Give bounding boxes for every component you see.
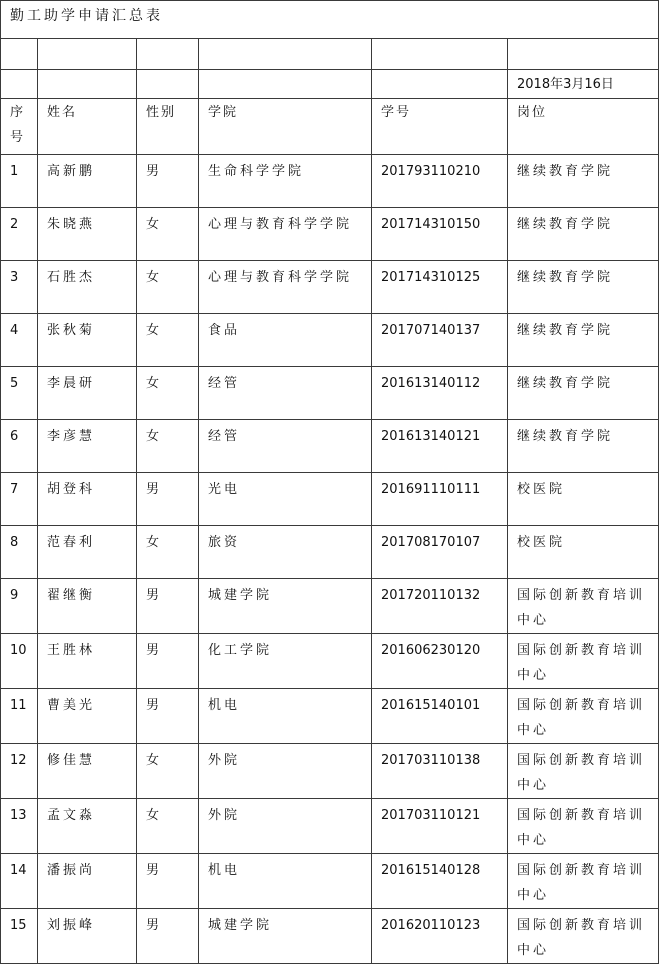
table-title[interactable]: 勤工助学申请汇总表 [1, 1, 659, 39]
date-row [1, 70, 659, 99]
cell-position[interactable]: 国际创新教育培训中心 [508, 689, 659, 744]
cell-college[interactable]: 旅资 [199, 526, 372, 579]
cell-college[interactable]: 心理与教育科学学院 [199, 261, 372, 314]
cell-student-id[interactable]: 201703110138 [372, 744, 508, 799]
empty-cell[interactable] [137, 70, 199, 99]
empty-cell[interactable] [38, 39, 137, 70]
empty-cell[interactable] [199, 39, 372, 70]
cell-name[interactable]: 胡登科 [38, 473, 137, 526]
cell-position[interactable]: 校医院 [508, 526, 659, 579]
cell-college[interactable]: 城建学院 [199, 579, 372, 634]
table-row [1, 473, 659, 526]
cell-name[interactable]: 李彦慧 [38, 420, 137, 473]
empty-cell[interactable] [508, 39, 659, 70]
cell-seq[interactable]: 15 [1, 909, 38, 964]
cell-college[interactable]: 食品 [199, 314, 372, 367]
cell-name[interactable]: 曹美光 [38, 689, 137, 744]
empty-cell[interactable] [1, 39, 38, 70]
cell-student-id[interactable]: 201615140128 [372, 854, 508, 909]
table-row [1, 909, 659, 964]
cell-seq[interactable]: 11 [1, 689, 38, 744]
cell-gender[interactable]: 女 [137, 208, 199, 261]
cell-college[interactable]: 生命科学学院 [199, 155, 372, 208]
cell-name[interactable]: 朱晓燕 [38, 208, 137, 261]
cell-student-id[interactable]: 201714310125 [372, 261, 508, 314]
cell-position[interactable]: 国际创新教育培训中心 [508, 854, 659, 909]
cell-position[interactable]: 继续教育学院 [508, 208, 659, 261]
cell-position[interactable]: 继续教育学院 [508, 155, 659, 208]
cell-gender[interactable]: 男 [137, 634, 199, 689]
empty-cell[interactable] [137, 39, 199, 70]
table-row [1, 854, 659, 909]
table-row [1, 208, 659, 261]
cell-gender[interactable]: 男 [137, 909, 199, 964]
cell-gender[interactable]: 女 [137, 261, 199, 314]
empty-cell[interactable] [372, 70, 508, 99]
cell-student-id[interactable]: 201703110121 [372, 799, 508, 854]
cell-name[interactable]: 张秋菊 [38, 314, 137, 367]
empty-cell[interactable] [1, 70, 38, 99]
cell-college[interactable]: 经管 [199, 367, 372, 420]
cell-name[interactable]: 潘振尚 [38, 854, 137, 909]
cell-seq[interactable]: 12 [1, 744, 38, 799]
cell-college[interactable]: 城建学院 [199, 909, 372, 964]
empty-cell[interactable] [38, 70, 137, 99]
cell-gender[interactable]: 男 [137, 579, 199, 634]
empty-cell[interactable] [199, 70, 372, 99]
cell-college[interactable]: 心理与教育科学学院 [199, 208, 372, 261]
cell-seq[interactable]: 8 [1, 526, 38, 579]
cell-name[interactable]: 李晨研 [38, 367, 137, 420]
cell-student-id[interactable]: 201793110210 [372, 155, 508, 208]
table-row [1, 420, 659, 473]
cell-name[interactable]: 高新鹏 [38, 155, 137, 208]
cell-position[interactable]: 国际创新教育培训中心 [508, 634, 659, 689]
cell-student-id[interactable]: 201613140112 [372, 367, 508, 420]
cell-name[interactable]: 刘振峰 [38, 909, 137, 964]
header-college[interactable]: 学院 [199, 99, 372, 155]
cell-name[interactable]: 翟继衡 [38, 579, 137, 634]
cell-college[interactable]: 经管 [199, 420, 372, 473]
table-row [1, 579, 659, 634]
cell-position[interactable]: 国际创新教育培训中心 [508, 799, 659, 854]
cell-college[interactable]: 外院 [199, 744, 372, 799]
header-position[interactable]: 岗位 [508, 99, 659, 155]
header-student-id[interactable]: 学号 [372, 99, 508, 155]
cell-name[interactable]: 王胜林 [38, 634, 137, 689]
table-row [1, 155, 659, 208]
cell-college[interactable]: 化工学院 [199, 634, 372, 689]
cell-position[interactable]: 国际创新教育培训中心 [508, 744, 659, 799]
cell-seq[interactable]: 5 [1, 367, 38, 420]
table-row [1, 314, 659, 367]
table-row [1, 799, 659, 854]
table-row [1, 689, 659, 744]
cell-gender[interactable]: 女 [137, 420, 199, 473]
cell-college[interactable]: 机电 [199, 689, 372, 744]
table-row [1, 744, 659, 799]
header-name[interactable]: 姓名 [38, 99, 137, 155]
table-row [1, 261, 659, 314]
date-cell[interactable]: 2018年3月16日 [508, 70, 659, 99]
cell-gender[interactable]: 女 [137, 314, 199, 367]
cell-student-id[interactable]: 201691110111 [372, 473, 508, 526]
header-seq[interactable]: 序号 [1, 99, 38, 155]
cell-seq[interactable]: 7 [1, 473, 38, 526]
header-gender[interactable]: 性别 [137, 99, 199, 155]
cell-position[interactable]: 国际创新教育培训中心 [508, 579, 659, 634]
cell-college[interactable]: 外院 [199, 799, 372, 854]
cell-student-id[interactable]: 201720110132 [372, 579, 508, 634]
cell-position[interactable]: 继续教育学院 [508, 314, 659, 367]
cell-seq[interactable]: 6 [1, 420, 38, 473]
cell-student-id[interactable]: 201707140137 [372, 314, 508, 367]
cell-seq[interactable]: 2 [1, 208, 38, 261]
table-row [1, 367, 659, 420]
empty-row [1, 39, 659, 70]
cell-name[interactable]: 孟文淼 [38, 799, 137, 854]
cell-gender[interactable]: 女 [137, 526, 199, 579]
table-row [1, 634, 659, 689]
cell-name[interactable]: 石胜杰 [38, 261, 137, 314]
cell-gender[interactable]: 男 [137, 155, 199, 208]
cell-student-id[interactable]: 201613140121 [372, 420, 508, 473]
cell-gender[interactable]: 女 [137, 799, 199, 854]
cell-student-id[interactable]: 201714310150 [372, 208, 508, 261]
cell-seq[interactable]: 9 [1, 579, 38, 634]
cell-seq[interactable]: 4 [1, 314, 38, 367]
cell-position[interactable]: 继续教育学院 [508, 420, 659, 473]
cell-college[interactable]: 机电 [199, 854, 372, 909]
cell-position[interactable]: 继续教育学院 [508, 367, 659, 420]
cell-gender[interactable]: 女 [137, 367, 199, 420]
cell-seq[interactable]: 1 [1, 155, 38, 208]
cell-name[interactable]: 范春利 [38, 526, 137, 579]
cell-student-id[interactable]: 201615140101 [372, 689, 508, 744]
cell-college[interactable]: 光电 [199, 473, 372, 526]
cell-gender[interactable]: 男 [137, 473, 199, 526]
title-row [1, 1, 659, 39]
cell-position[interactable]: 校医院 [508, 473, 659, 526]
cell-seq[interactable]: 10 [1, 634, 38, 689]
cell-student-id[interactable]: 201606230120 [372, 634, 508, 689]
empty-cell[interactable] [372, 39, 508, 70]
cell-gender[interactable]: 女 [137, 744, 199, 799]
cell-name[interactable]: 修佳慧 [38, 744, 137, 799]
cell-seq[interactable]: 14 [1, 854, 38, 909]
table-row [1, 526, 659, 579]
cell-gender[interactable]: 男 [137, 689, 199, 744]
cell-seq[interactable]: 13 [1, 799, 38, 854]
cell-student-id[interactable]: 201620110123 [372, 909, 508, 964]
cell-student-id[interactable]: 201708170107 [372, 526, 508, 579]
cell-position[interactable]: 继续教育学院 [508, 261, 659, 314]
cell-gender[interactable]: 男 [137, 854, 199, 909]
header-row [1, 99, 659, 155]
cell-seq[interactable]: 3 [1, 261, 38, 314]
cell-position[interactable]: 国际创新教育培训中心 [508, 909, 659, 964]
